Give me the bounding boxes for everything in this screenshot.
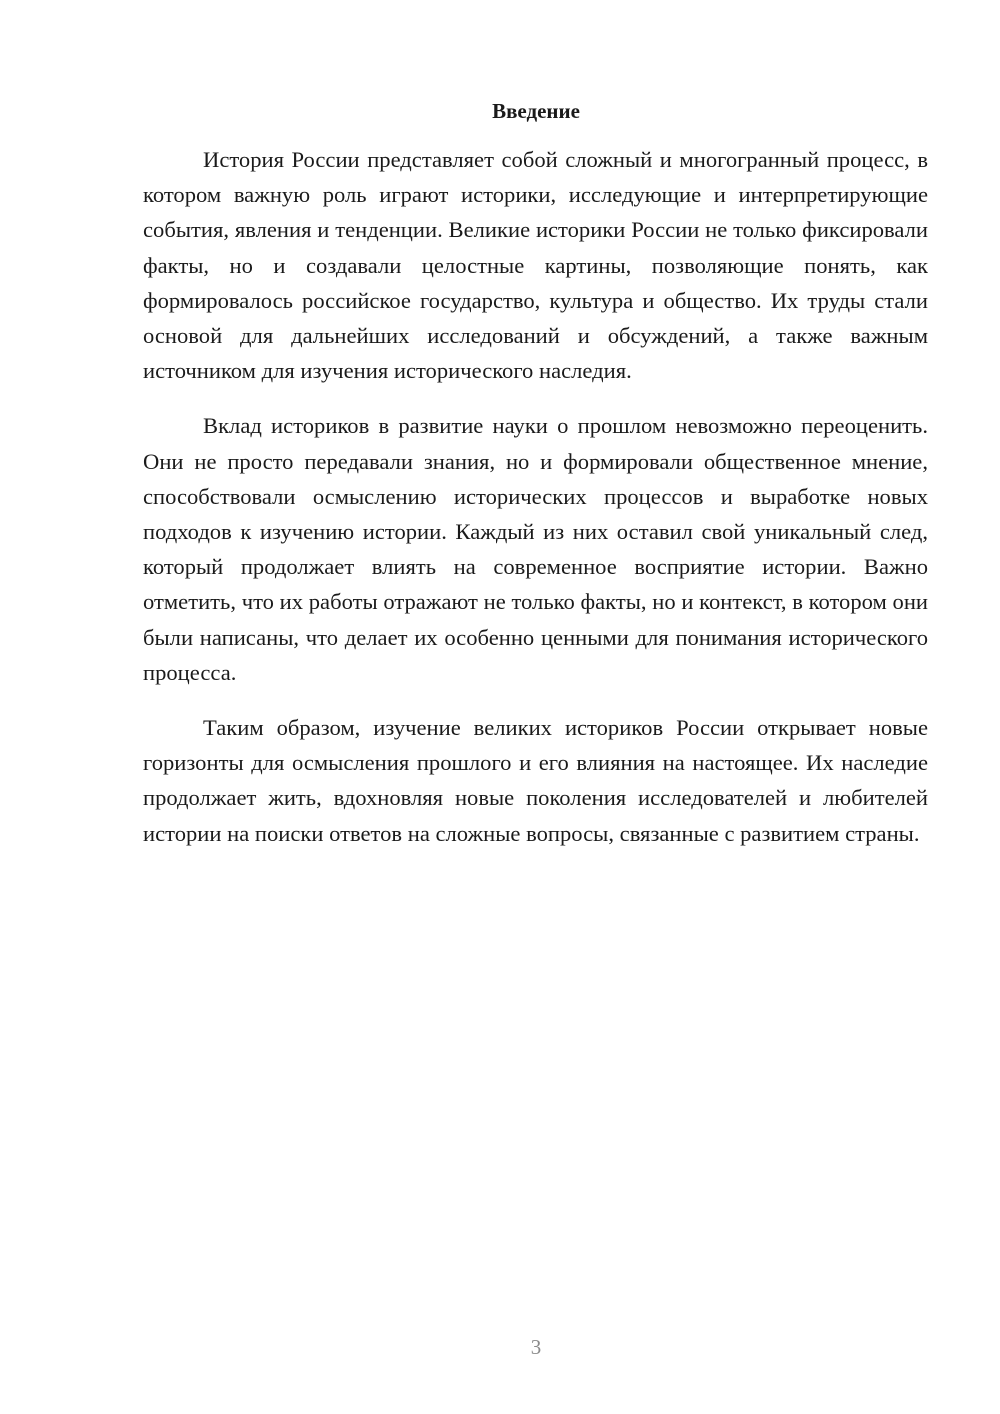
section-heading: Введение [492,99,580,123]
paragraph-2: Вклад историков в развитие науки о прошлом невозможно переоценить. Они не просто передавали знания, но и формировали общественное мнение, способствовали осмыслению исторических процессов и выработке новых подходов к изучению истории. Каждый из них оставил свой уникальный след, который продолжает влиять на современное восприятие истории. Важно отметить, что их работы отражают не только факты, но и контекст, в котором они были написаны, что делает их особенно ценными для понимания исторического процесса. [143,413,928,685]
paragraph-3: Таким образом, изучение великих историков России открывает новые горизонты для осмысления прошлого и его влияния на настоящее. Их наследие продолжает жить, вдохновляя новые поколения исследователей и любителей истории на поиски ответов на сложные вопросы, связанные с развитием страны. [143,715,928,846]
body-text [143,142,928,871]
paragraph-1: История России представляет собой сложный и многогранный процесс, в котором важную роль играют историки, исследующие и интерпретирующие события, явления и тенденции. Великие историки России не только фиксировали факты, но и создавали целостные картины, позволяющие понять, как формировалось российское государство, культура и общество. Их труды стали основой для дальнейших исследований и обсуждений, а также важным источником для изучения исторического наследия. [143,147,928,384]
page-number: 3 [530,1335,542,1359]
